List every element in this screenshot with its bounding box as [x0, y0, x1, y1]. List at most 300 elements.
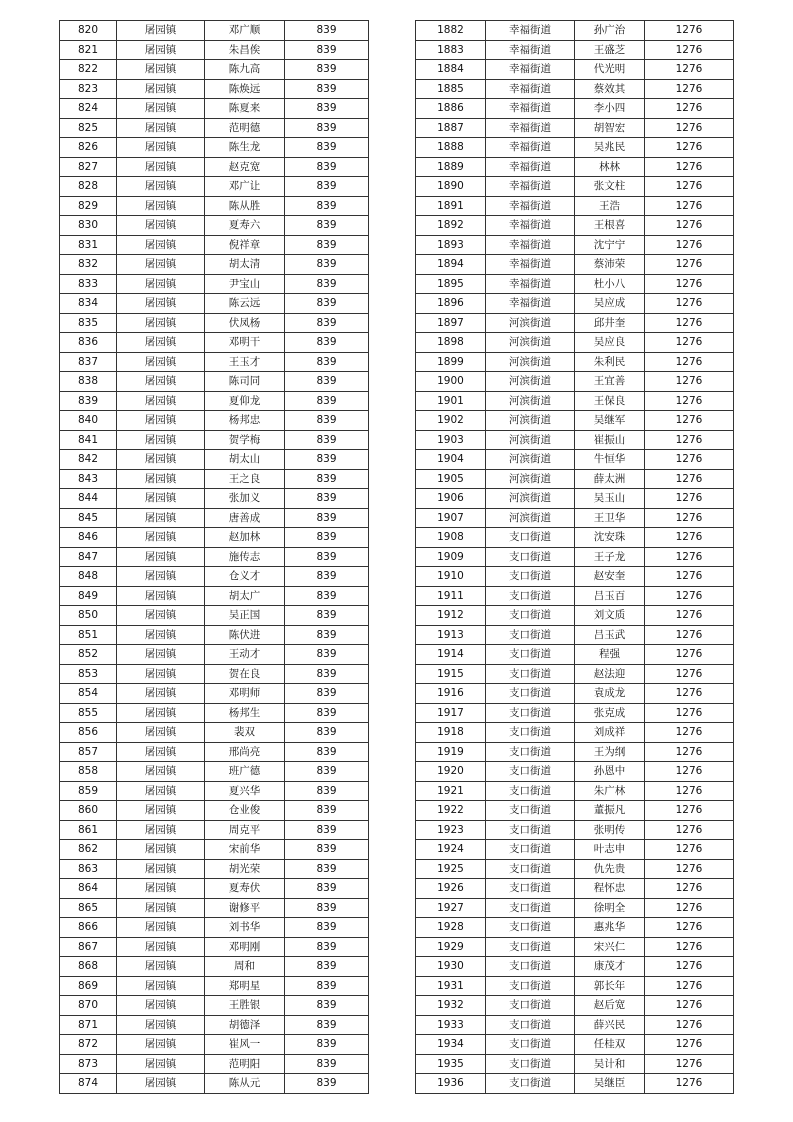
person-name-cell: 康茂才 — [575, 957, 645, 977]
amount-cell: 1276 — [645, 313, 734, 333]
township-cell: 幸福街道 — [486, 21, 575, 41]
township-cell: 屠园镇 — [117, 762, 205, 782]
left-roster-body — [60, 21, 369, 1094]
amount-cell: 839 — [285, 703, 369, 723]
township-cell: 屠园镇 — [117, 528, 205, 548]
serial-number-cell: 1929 — [416, 937, 486, 957]
person-name-cell: 郑明星 — [205, 976, 285, 996]
person-name-cell: 王玉才 — [205, 352, 285, 372]
serial-number-cell: 1936 — [416, 1074, 486, 1094]
amount-cell: 839 — [285, 762, 369, 782]
person-name-cell: 王胜银 — [205, 996, 285, 1016]
township-cell: 屠园镇 — [117, 723, 205, 743]
person-name-cell: 陈司同 — [205, 372, 285, 392]
person-name-cell: 吴继臣 — [575, 1074, 645, 1094]
person-name-cell: 吕玉百 — [575, 586, 645, 606]
township-cell: 幸福街道 — [486, 196, 575, 216]
amount-cell: 1276 — [645, 762, 734, 782]
person-name-cell: 刘成祥 — [575, 723, 645, 743]
table-row — [416, 177, 734, 197]
serial-number-cell: 850 — [60, 606, 117, 626]
table-row — [416, 976, 734, 996]
serial-number-cell: 854 — [60, 684, 117, 704]
person-name-cell: 吴继军 — [575, 411, 645, 431]
amount-cell: 1276 — [645, 918, 734, 938]
table-row — [416, 489, 734, 509]
serial-number-cell: 871 — [60, 1015, 117, 1035]
table-row — [416, 216, 734, 236]
amount-cell: 1276 — [645, 976, 734, 996]
person-name-cell: 林林 — [575, 157, 645, 177]
person-name-cell: 蔡沛荣 — [575, 255, 645, 275]
amount-cell: 1276 — [645, 586, 734, 606]
table-row — [416, 606, 734, 626]
amount-cell: 1276 — [645, 820, 734, 840]
serial-number-cell: 1905 — [416, 469, 486, 489]
person-name-cell: 吴正国 — [205, 606, 285, 626]
person-name-cell: 薛太洲 — [575, 469, 645, 489]
table-row — [60, 1015, 369, 1035]
township-cell: 河滨街道 — [486, 469, 575, 489]
person-name-cell: 陈从胜 — [205, 196, 285, 216]
person-name-cell: 崔风一 — [205, 1035, 285, 1055]
person-name-cell: 陈生龙 — [205, 138, 285, 158]
amount-cell: 1276 — [645, 469, 734, 489]
township-cell: 支口街道 — [486, 1015, 575, 1035]
amount-cell: 839 — [285, 586, 369, 606]
person-name-cell: 邓广让 — [205, 177, 285, 197]
person-name-cell: 伏凤杨 — [205, 313, 285, 333]
person-name-cell: 代光明 — [575, 60, 645, 80]
person-name-cell: 郭长年 — [575, 976, 645, 996]
serial-number-cell: 825 — [60, 118, 117, 138]
township-cell: 支口街道 — [486, 762, 575, 782]
amount-cell: 1276 — [645, 625, 734, 645]
township-cell: 屠园镇 — [117, 294, 205, 314]
amount-cell: 839 — [285, 879, 369, 899]
amount-cell: 1276 — [645, 333, 734, 353]
person-name-cell: 仓义才 — [205, 567, 285, 587]
township-cell: 支口街道 — [486, 528, 575, 548]
person-name-cell: 王动才 — [205, 645, 285, 665]
table-row — [416, 60, 734, 80]
table-row — [60, 918, 369, 938]
table-row — [60, 1054, 369, 1074]
serial-number-cell: 1932 — [416, 996, 486, 1016]
person-name-cell: 邓广顺 — [205, 21, 285, 41]
amount-cell: 1276 — [645, 1015, 734, 1035]
amount-cell: 1276 — [645, 40, 734, 60]
table-row — [60, 781, 369, 801]
serial-number-cell: 823 — [60, 79, 117, 99]
person-name-cell: 吴应成 — [575, 294, 645, 314]
person-name-cell: 杨邦忠 — [205, 411, 285, 431]
table-row — [416, 859, 734, 879]
table-row — [416, 40, 734, 60]
township-cell: 屠园镇 — [117, 430, 205, 450]
person-name-cell: 吕玉武 — [575, 625, 645, 645]
person-name-cell: 尹宝山 — [205, 274, 285, 294]
amount-cell: 1276 — [645, 235, 734, 255]
amount-cell: 839 — [285, 274, 369, 294]
amount-cell: 1276 — [645, 411, 734, 431]
township-cell: 支口街道 — [486, 1054, 575, 1074]
amount-cell: 1276 — [645, 840, 734, 860]
person-name-cell: 赵法迎 — [575, 664, 645, 684]
table-row — [416, 157, 734, 177]
amount-cell: 839 — [285, 742, 369, 762]
table-row — [60, 996, 369, 1016]
amount-cell: 1276 — [645, 274, 734, 294]
township-cell: 屠园镇 — [117, 1074, 205, 1094]
table-row — [416, 411, 734, 431]
table-row — [60, 352, 369, 372]
table-row — [416, 898, 734, 918]
table-row — [60, 235, 369, 255]
serial-number-cell: 870 — [60, 996, 117, 1016]
person-name-cell: 杜小八 — [575, 274, 645, 294]
township-cell: 屠园镇 — [117, 333, 205, 353]
serial-number-cell: 1904 — [416, 450, 486, 470]
amount-cell: 1276 — [645, 79, 734, 99]
township-cell: 支口街道 — [486, 859, 575, 879]
serial-number-cell: 1924 — [416, 840, 486, 860]
township-cell: 支口街道 — [486, 879, 575, 899]
serial-number-cell: 1891 — [416, 196, 486, 216]
serial-number-cell: 1898 — [416, 333, 486, 353]
serial-number-cell: 869 — [60, 976, 117, 996]
person-name-cell: 赵加林 — [205, 528, 285, 548]
person-name-cell: 夏仰龙 — [205, 391, 285, 411]
amount-cell: 839 — [285, 820, 369, 840]
table-row — [416, 879, 734, 899]
township-cell: 幸福街道 — [486, 60, 575, 80]
amount-cell: 1276 — [645, 450, 734, 470]
amount-cell: 839 — [285, 1074, 369, 1094]
amount-cell: 1276 — [645, 996, 734, 1016]
serial-number-cell: 831 — [60, 235, 117, 255]
amount-cell: 839 — [285, 372, 369, 392]
table-row — [416, 645, 734, 665]
person-name-cell: 胡太清 — [205, 255, 285, 275]
township-cell: 屠园镇 — [117, 411, 205, 431]
serial-number-cell: 1917 — [416, 703, 486, 723]
serial-number-cell: 1887 — [416, 118, 486, 138]
township-cell: 屠园镇 — [117, 40, 205, 60]
serial-number-cell: 843 — [60, 469, 117, 489]
serial-number-cell: 829 — [60, 196, 117, 216]
amount-cell: 839 — [285, 1054, 369, 1074]
table-row — [60, 606, 369, 626]
township-cell: 屠园镇 — [117, 138, 205, 158]
person-name-cell: 王之良 — [205, 469, 285, 489]
serial-number-cell: 1915 — [416, 664, 486, 684]
township-cell: 屠园镇 — [117, 879, 205, 899]
township-cell: 幸福街道 — [486, 40, 575, 60]
person-name-cell: 胡太山 — [205, 450, 285, 470]
amount-cell: 839 — [285, 411, 369, 431]
person-name-cell: 崔振山 — [575, 430, 645, 450]
table-row — [60, 313, 369, 333]
table-row — [60, 157, 369, 177]
table-row — [416, 937, 734, 957]
amount-cell: 1276 — [645, 430, 734, 450]
township-cell: 屠园镇 — [117, 742, 205, 762]
amount-cell: 1276 — [645, 489, 734, 509]
amount-cell: 1276 — [645, 118, 734, 138]
serial-number-cell: 863 — [60, 859, 117, 879]
table-row — [60, 118, 369, 138]
person-name-cell: 朱广林 — [575, 781, 645, 801]
serial-number-cell: 1925 — [416, 859, 486, 879]
township-cell: 河滨街道 — [486, 411, 575, 431]
amount-cell: 1276 — [645, 216, 734, 236]
amount-cell: 839 — [285, 957, 369, 977]
person-name-cell: 胡太广 — [205, 586, 285, 606]
amount-cell: 839 — [285, 333, 369, 353]
township-cell: 河滨街道 — [486, 450, 575, 470]
township-cell: 屠园镇 — [117, 157, 205, 177]
serial-number-cell: 828 — [60, 177, 117, 197]
person-name-cell: 张加义 — [205, 489, 285, 509]
serial-number-cell: 1923 — [416, 820, 486, 840]
township-cell: 屠园镇 — [117, 547, 205, 567]
amount-cell: 1276 — [645, 255, 734, 275]
amount-cell: 839 — [285, 60, 369, 80]
serial-number-cell: 1933 — [416, 1015, 486, 1035]
person-name-cell: 牛恒华 — [575, 450, 645, 470]
serial-number-cell: 839 — [60, 391, 117, 411]
township-cell: 支口街道 — [486, 547, 575, 567]
township-cell: 屠园镇 — [117, 1035, 205, 1055]
serial-number-cell: 844 — [60, 489, 117, 509]
amount-cell: 839 — [285, 196, 369, 216]
serial-number-cell: 1926 — [416, 879, 486, 899]
serial-number-cell: 835 — [60, 313, 117, 333]
person-name-cell: 邢尚亮 — [205, 742, 285, 762]
person-name-cell: 沈安珠 — [575, 528, 645, 548]
amount-cell: 839 — [285, 567, 369, 587]
person-name-cell: 夏寿伏 — [205, 879, 285, 899]
table-row — [416, 1015, 734, 1035]
amount-cell: 839 — [285, 216, 369, 236]
township-cell: 屠园镇 — [117, 996, 205, 1016]
table-row — [60, 40, 369, 60]
table-row — [60, 489, 369, 509]
amount-cell: 1276 — [645, 879, 734, 899]
table-row — [60, 528, 369, 548]
township-cell: 屠园镇 — [117, 508, 205, 528]
person-name-cell: 朱昌俟 — [205, 40, 285, 60]
township-cell: 支口街道 — [486, 567, 575, 587]
township-cell: 屠园镇 — [117, 274, 205, 294]
serial-number-cell: 859 — [60, 781, 117, 801]
serial-number-cell: 842 — [60, 450, 117, 470]
serial-number-cell: 1916 — [416, 684, 486, 704]
amount-cell: 839 — [285, 138, 369, 158]
table-row — [60, 684, 369, 704]
serial-number-cell: 1895 — [416, 274, 486, 294]
serial-number-cell: 1930 — [416, 957, 486, 977]
person-name-cell: 裴双 — [205, 723, 285, 743]
person-name-cell: 邓明师 — [205, 684, 285, 704]
amount-cell: 839 — [285, 508, 369, 528]
township-cell: 支口街道 — [486, 937, 575, 957]
person-name-cell: 张文柱 — [575, 177, 645, 197]
person-name-cell: 施传志 — [205, 547, 285, 567]
person-name-cell: 张克成 — [575, 703, 645, 723]
amount-cell: 839 — [285, 99, 369, 119]
township-cell: 屠园镇 — [117, 567, 205, 587]
township-cell: 屠园镇 — [117, 489, 205, 509]
table-row — [60, 898, 369, 918]
serial-number-cell: 848 — [60, 567, 117, 587]
township-cell: 支口街道 — [486, 742, 575, 762]
table-row — [416, 294, 734, 314]
table-row — [60, 196, 369, 216]
township-cell: 屠园镇 — [117, 1015, 205, 1035]
table-row — [60, 469, 369, 489]
township-cell: 河滨街道 — [486, 489, 575, 509]
township-cell: 屠园镇 — [117, 79, 205, 99]
township-cell: 河滨街道 — [486, 313, 575, 333]
table-row — [60, 450, 369, 470]
serial-number-cell: 1935 — [416, 1054, 486, 1074]
township-cell: 屠园镇 — [117, 60, 205, 80]
amount-cell: 1276 — [645, 781, 734, 801]
amount-cell: 1276 — [645, 1054, 734, 1074]
serial-number-cell: 827 — [60, 157, 117, 177]
person-name-cell: 王宜善 — [575, 372, 645, 392]
table-row — [416, 118, 734, 138]
serial-number-cell: 1883 — [416, 40, 486, 60]
table-row — [416, 840, 734, 860]
table-row — [416, 567, 734, 587]
township-cell: 河滨街道 — [486, 333, 575, 353]
serial-number-cell: 1909 — [416, 547, 486, 567]
amount-cell: 839 — [285, 645, 369, 665]
table-row — [60, 703, 369, 723]
amount-cell: 1276 — [645, 547, 734, 567]
table-row — [416, 313, 734, 333]
township-cell: 幸福街道 — [486, 235, 575, 255]
amount-cell: 1276 — [645, 138, 734, 158]
serial-number-cell: 1919 — [416, 742, 486, 762]
amount-cell: 839 — [285, 1035, 369, 1055]
table-row — [60, 430, 369, 450]
amount-cell: 839 — [285, 177, 369, 197]
serial-number-cell: 852 — [60, 645, 117, 665]
table-row — [416, 918, 734, 938]
serial-number-cell: 841 — [60, 430, 117, 450]
township-cell: 支口街道 — [486, 586, 575, 606]
left-roster-table — [59, 20, 369, 1094]
township-cell: 河滨街道 — [486, 508, 575, 528]
table-row — [416, 664, 734, 684]
table-row — [416, 528, 734, 548]
table-row — [60, 177, 369, 197]
amount-cell: 1276 — [645, 528, 734, 548]
township-cell: 屠园镇 — [117, 859, 205, 879]
table-row — [60, 567, 369, 587]
amount-cell: 839 — [285, 840, 369, 860]
amount-cell: 1276 — [645, 157, 734, 177]
amount-cell: 839 — [285, 469, 369, 489]
serial-number-cell: 1900 — [416, 372, 486, 392]
table-row — [60, 216, 369, 236]
township-cell: 支口街道 — [486, 801, 575, 821]
township-cell: 支口街道 — [486, 723, 575, 743]
serial-number-cell: 1911 — [416, 586, 486, 606]
amount-cell: 1276 — [645, 859, 734, 879]
serial-number-cell: 1907 — [416, 508, 486, 528]
table-row — [416, 684, 734, 704]
person-name-cell: 陈云远 — [205, 294, 285, 314]
person-name-cell: 赵安奎 — [575, 567, 645, 587]
person-name-cell: 仇先贵 — [575, 859, 645, 879]
township-cell: 幸福街道 — [486, 99, 575, 119]
amount-cell: 1276 — [645, 742, 734, 762]
table-row — [60, 99, 369, 119]
township-cell: 支口街道 — [486, 606, 575, 626]
serial-number-cell: 853 — [60, 664, 117, 684]
serial-number-cell: 1931 — [416, 976, 486, 996]
township-cell: 屠园镇 — [117, 235, 205, 255]
person-name-cell: 王保良 — [575, 391, 645, 411]
serial-number-cell: 1886 — [416, 99, 486, 119]
table-row — [416, 1035, 734, 1055]
township-cell: 屠园镇 — [117, 918, 205, 938]
serial-number-cell: 849 — [60, 586, 117, 606]
serial-number-cell: 845 — [60, 508, 117, 528]
amount-cell: 1276 — [645, 937, 734, 957]
table-row — [416, 723, 734, 743]
table-row — [60, 372, 369, 392]
table-row — [416, 21, 734, 41]
amount-cell: 839 — [285, 898, 369, 918]
amount-cell: 839 — [285, 255, 369, 275]
serial-number-cell: 826 — [60, 138, 117, 158]
serial-number-cell: 1885 — [416, 79, 486, 99]
township-cell: 支口街道 — [486, 703, 575, 723]
table-row — [60, 274, 369, 294]
table-row — [416, 508, 734, 528]
township-cell: 支口街道 — [486, 684, 575, 704]
serial-number-cell: 1912 — [416, 606, 486, 626]
township-cell: 幸福街道 — [486, 157, 575, 177]
person-name-cell: 贺学梅 — [205, 430, 285, 450]
amount-cell: 839 — [285, 40, 369, 60]
table-row — [416, 703, 734, 723]
person-name-cell: 叶志申 — [575, 840, 645, 860]
table-row — [416, 957, 734, 977]
amount-cell: 1276 — [645, 1074, 734, 1094]
township-cell: 幸福街道 — [486, 255, 575, 275]
serial-number-cell: 856 — [60, 723, 117, 743]
table-row — [416, 79, 734, 99]
amount-cell: 839 — [285, 157, 369, 177]
township-cell: 支口街道 — [486, 898, 575, 918]
table-row — [416, 1074, 734, 1094]
person-name-cell: 周和 — [205, 957, 285, 977]
township-cell: 支口街道 — [486, 840, 575, 860]
serial-number-cell: 872 — [60, 1035, 117, 1055]
township-cell: 屠园镇 — [117, 898, 205, 918]
township-cell: 支口街道 — [486, 996, 575, 1016]
table-row — [60, 294, 369, 314]
table-row — [60, 138, 369, 158]
township-cell: 屠园镇 — [117, 586, 205, 606]
